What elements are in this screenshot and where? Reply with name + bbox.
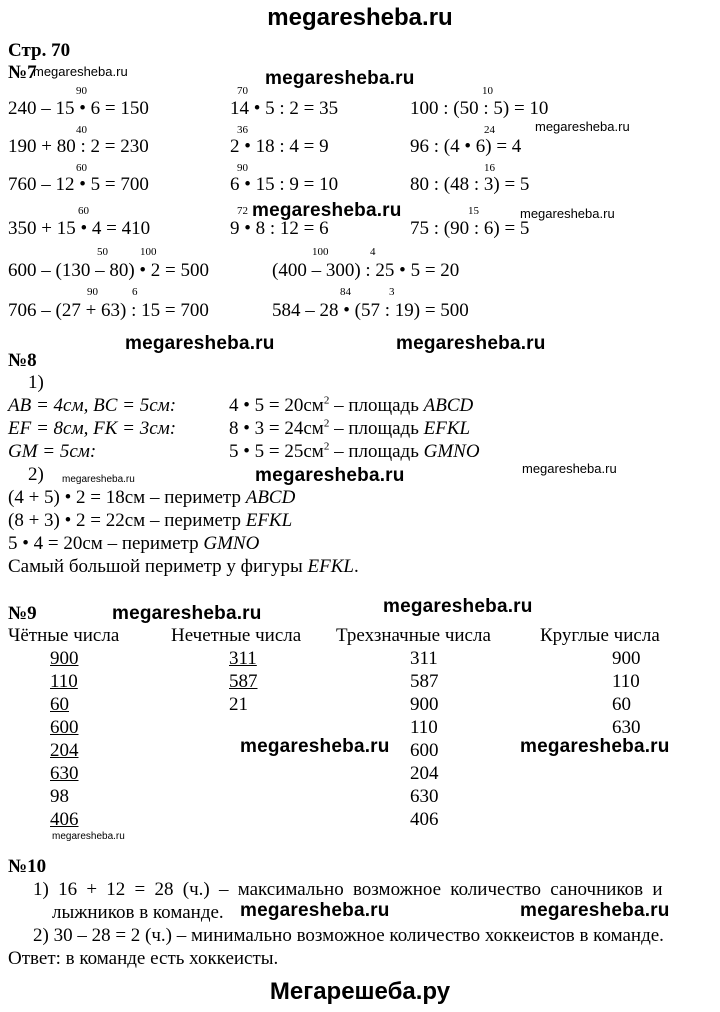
hint-number: 90 xyxy=(237,162,248,174)
expression: 14 • 5 : 2 = 35 xyxy=(230,98,339,119)
given-values: AB = 4см, BC = 5см: xyxy=(8,395,177,416)
list-item: 900 xyxy=(612,648,641,669)
hint-number: 36 xyxy=(237,124,248,136)
perimeter-calc: (8 + 3) • 2 = 22см – периметр EFKL xyxy=(8,510,293,531)
expression: 600 – (130 – 80) • 2 = 500 xyxy=(8,260,210,281)
watermark: megaresheba.ru xyxy=(255,465,405,486)
watermark-small: megaresheba.ru xyxy=(62,474,135,485)
hint-number: 3 xyxy=(389,286,395,298)
expression: (400 – 300) : 25 • 5 = 20 xyxy=(272,260,460,281)
list-item: 311 xyxy=(229,648,257,669)
solution-line: 2) 30 – 28 = 2 (ч.) – минимально возможное количество хоккеистов в команде. xyxy=(33,925,664,946)
column-header: Чётные числа xyxy=(8,625,120,646)
site-header-watermark: megaresheba.ru xyxy=(267,4,453,31)
hint-number: 100 xyxy=(140,246,157,258)
hint-number: 40 xyxy=(76,124,87,136)
list-item: 311 xyxy=(410,648,438,669)
solution-line: 1) 16 + 12 = 28 (ч.) – максимально возможное количество саночников и xyxy=(33,879,663,900)
hint-number: 70 xyxy=(237,85,248,97)
expression: 584 – 28 • (57 : 19) = 500 xyxy=(272,300,469,321)
expression: 706 – (27 + 63) : 15 = 700 xyxy=(8,300,209,321)
list-item: 630 xyxy=(50,763,79,784)
hint-number: 15 xyxy=(468,205,479,217)
list-item: 110 xyxy=(612,671,640,692)
area-calc: 5 • $5 = 25см^2$ – площадь GMNO xyxy=(229,440,480,462)
watermark: megaresheba.ru xyxy=(125,333,275,354)
expression: 2 • 18 : 4 = 9 xyxy=(230,136,329,157)
task8-title: №8 xyxy=(8,350,37,371)
expression: 100 : (50 : 5) = 10 xyxy=(410,98,549,119)
list-item: 406 xyxy=(410,809,439,830)
task9-title: №9 xyxy=(8,603,37,624)
column-header: Трехзначные числа xyxy=(336,625,491,646)
watermark-small: megaresheba.ru xyxy=(52,831,125,842)
part-label: 2) xyxy=(28,464,44,485)
column-header: Нечетные числа xyxy=(171,625,302,646)
list-item: 630 xyxy=(410,786,439,807)
task7-title: №7 xyxy=(8,62,37,83)
page-label: Стр. 70 xyxy=(8,40,71,61)
watermark: megaresheba.ru xyxy=(112,603,262,624)
hint-number: 10 xyxy=(482,85,493,97)
watermark: megaresheba.ru xyxy=(240,900,390,921)
list-item: 587 xyxy=(229,671,258,692)
list-item: 110 xyxy=(50,671,78,692)
list-item: 110 xyxy=(410,717,438,738)
expression: 350 + 15 • 4 = 410 xyxy=(8,218,151,239)
expression: 80 : (48 : 3) = 5 xyxy=(410,174,530,195)
expression: 760 – 12 • 5 = 700 xyxy=(8,174,149,195)
watermark-small: megaresheba.ru xyxy=(520,206,615,221)
list-item: 406 xyxy=(50,809,79,830)
perimeter-calc: (4 + 5) • 2 = 18см – периметр ABCD xyxy=(8,487,296,508)
expression: 96 : (4 • 6) = 4 xyxy=(410,136,522,157)
watermark-small: megaresheba.ru xyxy=(33,64,128,79)
site-footer-watermark: Мегарешеба.ру xyxy=(269,978,451,1005)
hint-number: 84 xyxy=(340,286,351,298)
watermark: megaresheba.ru xyxy=(520,736,670,757)
list-item: 630 xyxy=(612,717,641,738)
list-item: 600 xyxy=(50,717,79,738)
hint-number: 6 xyxy=(132,286,138,298)
given-values: GM = 5см: xyxy=(8,441,97,462)
answer: Ответ: в команде есть хоккеисты. xyxy=(8,948,279,969)
watermark-small: megaresheba.ru xyxy=(522,461,617,476)
hint-number: 16 xyxy=(484,162,495,174)
list-item: 600 xyxy=(410,740,439,761)
hint-number: 60 xyxy=(78,205,89,217)
hint-number: 100 xyxy=(312,246,329,258)
expression: 75 : (90 : 6) = 5 xyxy=(410,218,530,239)
hint-number: 90 xyxy=(87,286,98,298)
watermark: megaresheba.ru xyxy=(383,596,533,617)
conclusion: Самый большой периметр у фигуры EFKL. xyxy=(8,556,359,577)
hint-number: 72 xyxy=(237,205,248,217)
expression: 9 • 8 : 12 = 6 xyxy=(230,218,329,239)
expression: 240 – 15 • 6 = 150 xyxy=(8,98,149,119)
list-item: 900 xyxy=(410,694,439,715)
solution-line: лыжников в команде. xyxy=(52,902,224,923)
list-item: 21 xyxy=(229,694,248,715)
watermark: megaresheba.ru xyxy=(520,900,670,921)
hint-number: 24 xyxy=(484,124,495,136)
area-calc: 8 • $3 = 24см^2$ – площадь EFKL xyxy=(229,417,471,439)
watermark: megaresheba.ru xyxy=(396,333,546,354)
given-values: EF = 8см, FK = 3см: xyxy=(8,418,177,439)
watermark-small: megaresheba.ru xyxy=(535,119,630,134)
list-item: 60 xyxy=(50,694,69,715)
hint-number: 60 xyxy=(76,162,87,174)
watermark: megaresheba.ru xyxy=(252,200,402,221)
expression: 190 + 80 : 2 = 230 xyxy=(8,136,149,157)
list-item: 900 xyxy=(50,648,79,669)
expression: 6 • 15 : 9 = 10 xyxy=(230,174,339,195)
task10-title: №10 xyxy=(8,856,47,877)
watermark: megaresheba.ru xyxy=(240,736,390,757)
list-item: 587 xyxy=(410,671,439,692)
hint-number: 50 xyxy=(97,246,108,258)
part-label: 1) xyxy=(28,372,44,393)
area-calc: 4 • $5 = 20см^2$ – площадь ABCD xyxy=(229,394,474,416)
list-item: 204 xyxy=(410,763,439,784)
hint-number: 4 xyxy=(370,246,376,258)
list-item: 60 xyxy=(612,694,631,715)
list-item: 204 xyxy=(50,740,79,761)
hint-number: 90 xyxy=(76,85,87,97)
perimeter-calc: 5 • 4 = 20см – периметр GMNO xyxy=(8,533,260,554)
list-item: 98 xyxy=(50,786,69,807)
watermark: megaresheba.ru xyxy=(265,68,415,89)
column-header: Круглые числа xyxy=(540,625,660,646)
